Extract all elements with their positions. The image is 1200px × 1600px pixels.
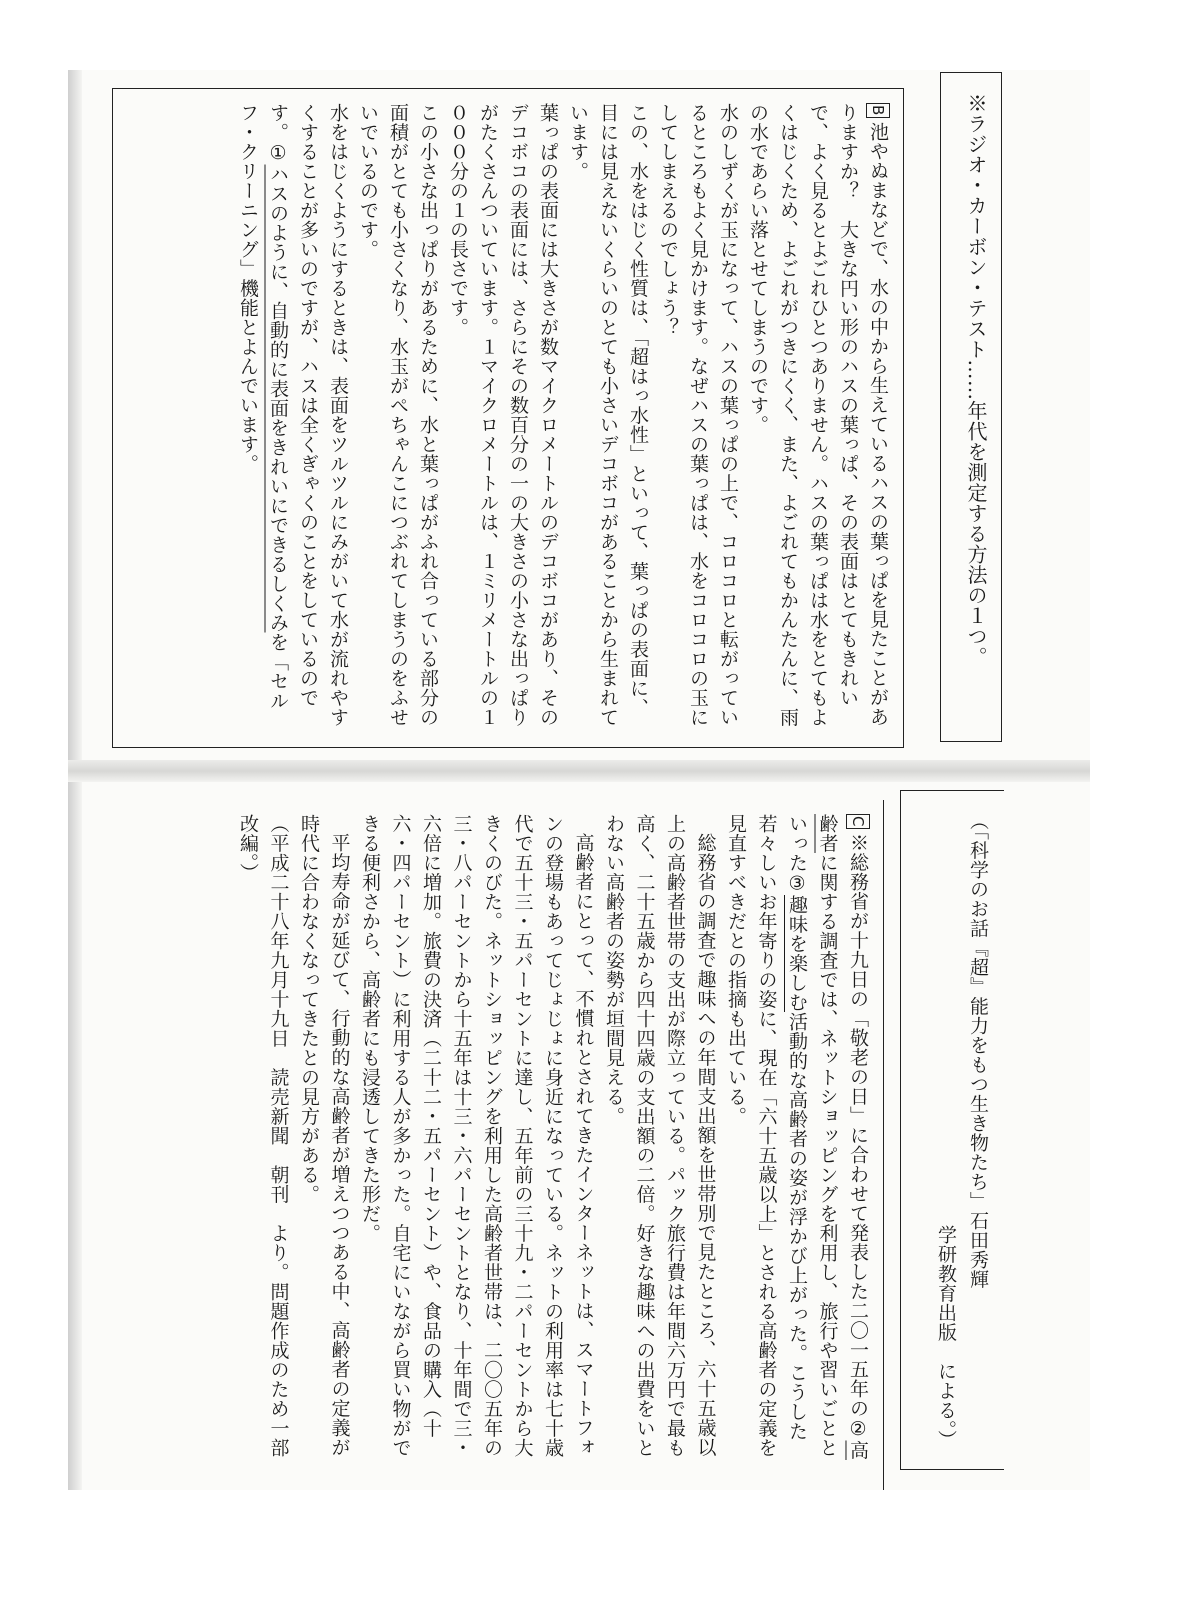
section-b-paragraph-6: 水をはじくようにするときは、表面をツルツルにみがいて水が流れやすくすることが多いのですが、ハスは全くぎゃくのことをしているのです。①ハスのように、自動的に表面をきれいにできるしくみを「セルフ・クリーニング」機能とよんでいます。: [237, 103, 349, 727]
question-marker-1: ①: [267, 142, 289, 165]
section-c-paragraph-2: 総務省の調査で趣味への年間支出額を世帯別で見たところ、六十五歳以上の高齢者世帯の支出が際立っている。パック旅行費は年間六万円で最も高く、二十五歳から四十四歳の支出額の二倍。好きな趣味への出費をいとわない高齢者の姿勢が垣間見える。: [603, 814, 717, 1458]
source-b-line-1: （「科学のお話『超』能力をもつ生き物たち」石田秀輝: [967, 811, 989, 1289]
question-marker-2: ②: [847, 1417, 869, 1441]
section-c-paragraph-3: 高齢者にとって、不慣れとされてきたインターネットは、スマートフォンの登場もあってじょじょに身近になっている。ネットの利用率は七十歳代で五十三・五パーセントに達し、五年前の三十九・二パーセントから大きくのびた。ネットショッピングを利用した高齢者世帯は、二〇〇五年の三・八パーセントから十五年は十三・六パーセントとなり、十年間で三・六倍に増加。旅費の決済（二十二・五パーセント）や、食品の購入（十六・四パーセント）に利用する人が多かった。自宅にいながら買い物ができる便利さから、高齢者にも浸透してきた形だ。: [359, 814, 595, 1458]
source-b-box: [900, 790, 1004, 1470]
note-box: [940, 72, 1002, 742]
question-marker-3: ③: [786, 872, 808, 895]
section-c-citation: （平成二十八年九月十九日 読売新聞 朝刊 より。問題作成のため一部改編。）: [237, 814, 290, 1458]
section-c-paragraph-4: 平均寿命が延びて、行動的な高齢者が増えつつある中、高齢者の定義が時代に合わなくなってきたとの見方がある。: [298, 814, 351, 1457]
section-b-paragraph-3: この、水をはじく性質は、「超はっ水性」といって、葉っぱの表面に、目には見えないくらいのとても小さいデコボコがあることから生まれています。: [567, 103, 649, 727]
section-c-paragraph-1: C※総務省が十九日の「敬老の日」に合わせて発表した二〇一五年の②高齢者に関する調査では、ネットショッピングを利用し、旅行や習いごとといった③趣味を楽しむ活動的な高齢者の姿が浮かび上がった。こうした若々しいお年寄りの姿に、現在「六十五歳以上」とされる高齢者の定義を見直すべきだとの指摘も出ている。: [725, 814, 869, 1460]
underlined-phrase-2: 高齢者: [816, 814, 869, 1460]
note-text: ※ラジオ・カーボン・テスト……年代を測定する方法の１つ。: [964, 93, 988, 667]
section-b-paragraph-4: 葉っぱの表面には大きさが数マイクロメートルのデコボコがあり、そのデコボコの表面には、さらにその数百分の一の大きさの小さな出っぱりがたくさんついています。１マイクロメートルは、１ミリメートルの１０００分の１の長さです。: [447, 103, 559, 727]
underlined-phrase-3: 趣味を楽しむ: [786, 895, 808, 1012]
source-b-line-2: 学研教育出版 による。）: [935, 1224, 957, 1449]
underlined-phrase-1: ハスのように、自動的に表面をきれいにできるしくみ: [267, 164, 289, 633]
section-b-label: B: [866, 103, 890, 118]
section-b-paragraph-1: B池やぬまなどで、水の中から生えているハスの葉っぱを見たことがありますか？ 大きな円い形のハスの葉っぱ、その表面はとてもきれいで、よく見るとよごれひとつありません。ハスの葉っぱは水をとてもよくはじくため、よごれがつきにくく、また、よごれてもかんたんに、雨の水であらい落とせてしまうのです。: [747, 103, 889, 727]
scan-fold-shadow: [68, 760, 1090, 782]
section-b-paragraph-5: この小さな出っぱりがあるために、水と葉っぱがふれ合っている部分の面積がとても小さくなり、水玉がぺちゃんこにつぶれてしまうのをふせいでいるのです。: [357, 103, 439, 727]
section-c-label: C: [846, 814, 870, 829]
section-c-article: [92, 800, 884, 1490]
section-b-paragraph-2: 水のしずくが玉になって、ハスの葉っぱの上で、コロコロと転がっているところもよく見かけます。なぜハスの葉っぱは、水をコロコロの玉にしてしまえるのでしょう？: [657, 103, 739, 727]
section-b-box: [112, 88, 904, 748]
